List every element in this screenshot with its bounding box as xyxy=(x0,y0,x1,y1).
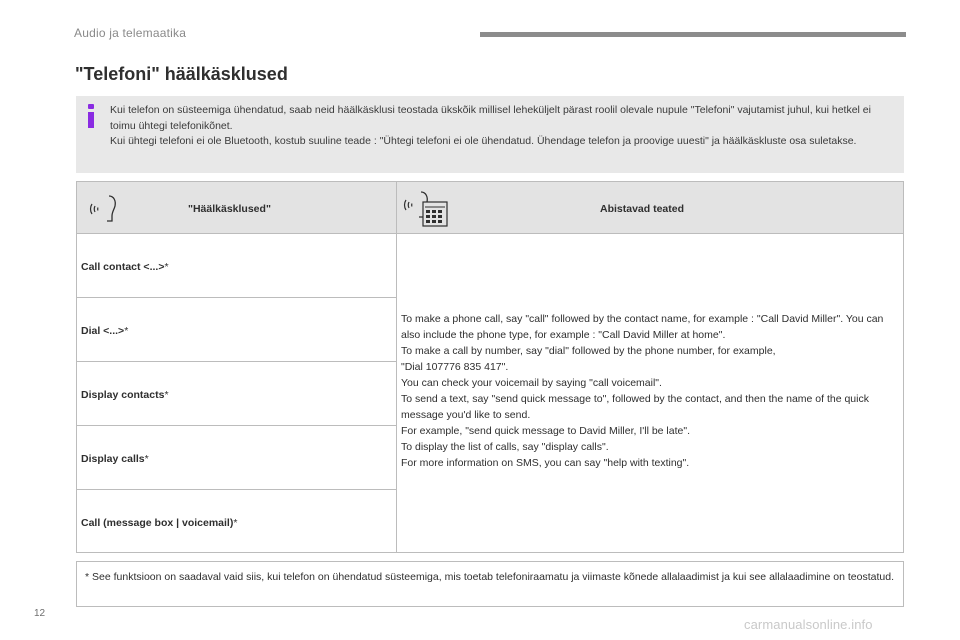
info-text: Kui telefon on süsteemiga ühendatud, saab neid häälkäsklusi teostada ükskõik millisel leheküljelt pärast roolil olevale nupule "Telefoni" vajutamist juhul, kui hetkel ei toimu ühtegi telefonikõnet. Kui ühtegi telefoni ei ole Bluetooth, kostub suuline teade : "Ühtegi telefoni ei ole ühendatud. Ühendage telefon ja proovige uuesti" ja häälkäskluste osa suletakse. xyxy=(110,104,871,147)
commands-column xyxy=(77,234,397,552)
table-row xyxy=(77,298,397,362)
running-head: Audio ja telemaatika xyxy=(74,26,187,40)
messages-header-label: Abistavad teated xyxy=(600,203,685,215)
footnote-box xyxy=(76,561,904,607)
header-rule xyxy=(480,32,906,37)
commands-header-label: "Häälkäsklused" xyxy=(188,203,271,215)
command-label: Display calls* xyxy=(81,453,149,465)
command-label: Call (message box | voicemail)* xyxy=(81,517,238,529)
command-label: Dial <...>* xyxy=(81,325,129,337)
assist-message-text: To make a phone call, say "call" followed by the contact name, for example : "Call David Miller". You can also include the phone type, for example : "Call David Miller at home". To make a call by number, say "dial" followed by the phone number, for example, "Dial 107776 835 417". You can check your voicemail by saying "call voicemail". To send a text, say "send quick message to", followed by the contact, and then the name of the quick message you'd like to send. For example, "send quick message to David Miller, I'll be late". To display the list of calls, say "display calls". For more information on SMS, you can say "help with texting". xyxy=(401,313,884,469)
voice-screen-icon xyxy=(403,188,453,228)
messages-column xyxy=(397,234,903,552)
command-label: Display contacts* xyxy=(81,389,169,401)
page-number: 12 xyxy=(34,608,46,619)
voice-commands-table xyxy=(76,181,904,553)
command-label: Call contact <...>* xyxy=(81,261,169,273)
page-title: "Telefoni" häälkäsklused xyxy=(75,64,288,84)
voice-command-icon xyxy=(87,190,123,226)
table-row xyxy=(77,426,397,490)
table-header-messages xyxy=(397,182,903,234)
info-icon xyxy=(86,104,96,128)
table-row xyxy=(77,490,397,552)
footnote-text: * See funktsioon on saadaval vaid siis, kui telefon on ühendatud süsteemiga, mis toetab telefoniraamatu ja viimaste kõnede allalaadimist ja kui see allalaadimine on teostatud. xyxy=(85,571,894,583)
table-header-commands xyxy=(77,182,397,234)
table-row xyxy=(77,362,397,426)
watermark: carmanualsonline.info xyxy=(744,617,873,632)
table-row xyxy=(77,234,397,298)
info-box xyxy=(76,96,904,173)
table-header-row xyxy=(77,182,903,234)
